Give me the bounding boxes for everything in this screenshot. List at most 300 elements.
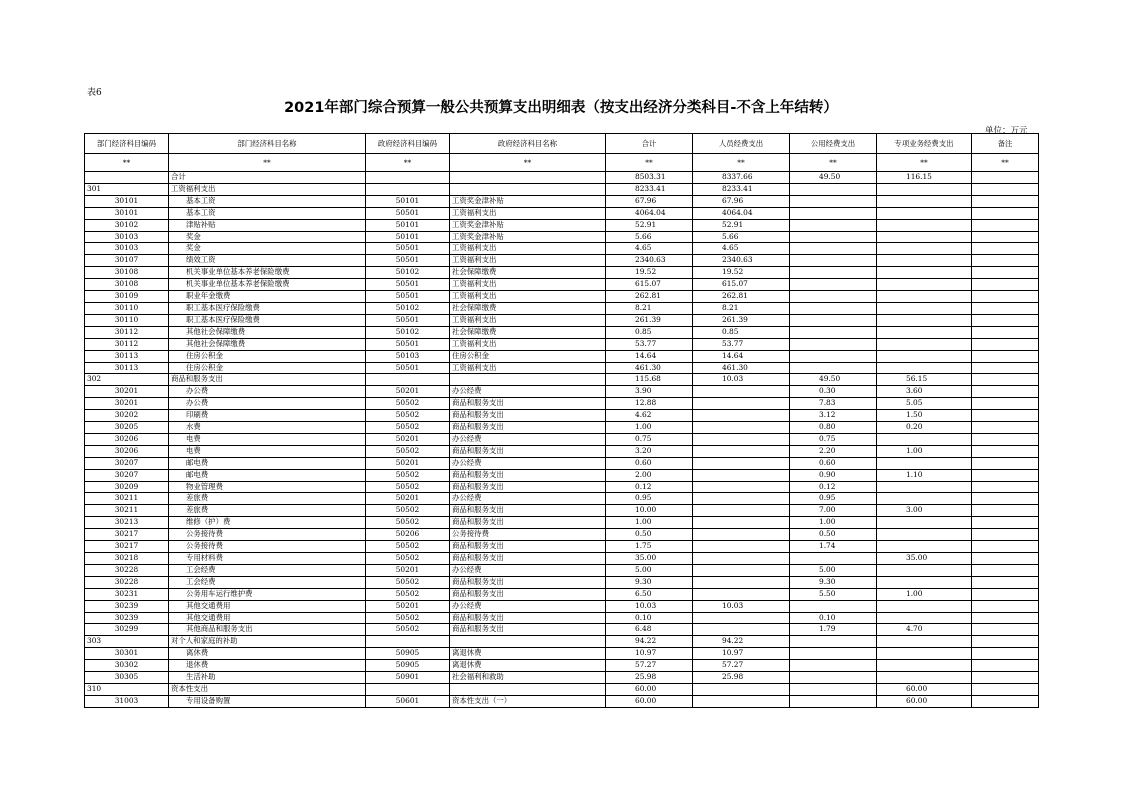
table-cell: 0.12	[790, 481, 877, 493]
table-cell	[790, 314, 877, 326]
table-cell: 615.07	[606, 279, 693, 291]
table-cell: 商品和服务支出	[450, 517, 606, 529]
table-cell: 1.50	[877, 410, 972, 422]
table-cell: 5.00	[790, 564, 877, 576]
table-cell: 50501	[366, 338, 450, 350]
table-cell: 商品和服务支出	[450, 612, 606, 624]
table-cell: 6.50	[606, 588, 693, 600]
table-cell: 94.22	[606, 636, 693, 648]
table-cell	[877, 660, 972, 672]
table-cell	[972, 386, 1039, 398]
table-cell	[972, 350, 1039, 362]
table-cell: 25.98	[693, 672, 790, 684]
table-cell: 30101	[85, 207, 169, 219]
table-row	[85, 338, 1039, 350]
table-cell: 社会福利和救助	[450, 672, 606, 684]
table-cell: 职工基本医疗保险缴费	[169, 314, 366, 326]
table-cell: 奖金	[169, 231, 366, 243]
table-cell: 301	[85, 183, 169, 195]
table-cell: 工资福利支出	[450, 279, 606, 291]
table-cell: 邮电费	[169, 457, 366, 469]
table-cell: 50502	[366, 469, 450, 481]
page-title: 2021年部门综合预算一般公共预算支出明细表（按支出经济分类科目-不含上年结转）	[284, 100, 838, 116]
table-cell: 30112	[85, 326, 169, 338]
table-cell	[693, 493, 790, 505]
table-cell: 30228	[85, 564, 169, 576]
table-cell: 261.39	[693, 314, 790, 326]
table-cell	[972, 457, 1039, 469]
table-cell: 50501	[366, 291, 450, 303]
table-cell: 8233.41	[693, 183, 790, 195]
table-cell	[450, 374, 606, 386]
table-cell: 4.62	[606, 410, 693, 422]
table-row	[85, 195, 1039, 207]
table-cell: 30228	[85, 576, 169, 588]
header-cell: 合计	[606, 134, 693, 154]
table-cell: 461.30	[693, 362, 790, 374]
table-cell: 1.00	[790, 517, 877, 529]
table-cell: 公务用车运行维护费	[169, 588, 366, 600]
table-cell	[450, 183, 606, 195]
table-row	[85, 624, 1039, 636]
table-cell	[972, 291, 1039, 303]
table-cell: 50502	[366, 422, 450, 434]
table-cell	[972, 624, 1039, 636]
table-cell: 2.00	[606, 469, 693, 481]
table-cell: 3.00	[877, 505, 972, 517]
table-cell	[790, 362, 877, 374]
table-cell: 资本性支出	[169, 683, 366, 695]
table-cell	[972, 588, 1039, 600]
table-cell	[972, 695, 1039, 707]
table-cell	[693, 386, 790, 398]
table-cell: 商品和服务支出	[450, 469, 606, 481]
table-cell: 0.12	[606, 481, 693, 493]
table-cell: 工资福利支出	[450, 291, 606, 303]
table-cell: 19.52	[606, 267, 693, 279]
table-cell: 50502	[366, 398, 450, 410]
table-cell: 退休费	[169, 660, 366, 672]
table-cell: 50501	[366, 207, 450, 219]
table-cell	[972, 374, 1039, 386]
table-row	[85, 267, 1039, 279]
table-row	[85, 410, 1039, 422]
table-cell	[790, 660, 877, 672]
table-cell: 5.66	[693, 231, 790, 243]
table-cell: 离退休费	[450, 648, 606, 660]
table-cell: 商品和服务支出	[450, 445, 606, 457]
table-cell: 0.95	[790, 493, 877, 505]
table-row	[85, 219, 1039, 231]
table-cell: 8337.66	[693, 172, 790, 184]
table-cell: 商品和服务支出	[450, 576, 606, 588]
table-cell: 工资福利支出	[450, 362, 606, 374]
table-cell: 职工基本医疗保险缴费	[169, 302, 366, 314]
table-cell: 12.88	[606, 398, 693, 410]
table-cell: 53.77	[693, 338, 790, 350]
table-cell: 工资福利支出	[169, 183, 366, 195]
table-cell: 1.00	[606, 422, 693, 434]
table-cell	[877, 314, 972, 326]
table-cell: 50201	[366, 493, 450, 505]
table-cell	[693, 529, 790, 541]
table-cell: 住房公积金	[450, 350, 606, 362]
table-cell: 30217	[85, 529, 169, 541]
header-row	[85, 134, 1039, 154]
table-cell	[972, 672, 1039, 684]
table-cell	[877, 529, 972, 541]
table-cell	[972, 600, 1039, 612]
table-cell: 8.21	[606, 302, 693, 314]
table-cell: 30211	[85, 493, 169, 505]
table-cell: 30110	[85, 302, 169, 314]
table-cell: 9.30	[606, 576, 693, 588]
table-cell: 商品和服务支出	[450, 422, 606, 434]
table-cell	[790, 302, 877, 314]
table-cell: 10.97	[693, 648, 790, 660]
table-row	[85, 386, 1039, 398]
table-row	[85, 648, 1039, 660]
table-cell: 57.27	[606, 660, 693, 672]
table-cell: 10.00	[606, 505, 693, 517]
table-cell: 49.50	[790, 172, 877, 184]
table-cell: 615.07	[693, 279, 790, 291]
table-row	[85, 374, 1039, 386]
table-cell	[790, 207, 877, 219]
unit-label: 单位：万元	[985, 126, 1028, 136]
table-cell: 30301	[85, 648, 169, 660]
table-cell: 机关事业单位基本养老保险缴费	[169, 267, 366, 279]
table-cell: 461.30	[606, 362, 693, 374]
table-cell	[972, 541, 1039, 553]
table-cell: 30207	[85, 457, 169, 469]
table-cell: 116.15	[877, 172, 972, 184]
table-cell	[877, 576, 972, 588]
table-cell: 商品和服务支出	[450, 410, 606, 422]
table-cell	[972, 481, 1039, 493]
table-cell: 50201	[366, 600, 450, 612]
table-cell	[972, 398, 1039, 410]
table-cell: 离休费	[169, 648, 366, 660]
table-cell	[972, 338, 1039, 350]
table-cell: 0.20	[877, 422, 972, 434]
table-cell: 30108	[85, 267, 169, 279]
table-cell: 其他社会保障缴费	[169, 338, 366, 350]
star-cell: **	[972, 154, 1039, 172]
table-cell: 1.79	[790, 624, 877, 636]
star-cell: **	[169, 154, 366, 172]
table-cell: 公务接待费	[169, 529, 366, 541]
table-cell: 3.20	[606, 445, 693, 457]
table-cell: 奖金	[169, 243, 366, 255]
table-cell	[972, 195, 1039, 207]
table-cell	[877, 648, 972, 660]
table-cell	[877, 291, 972, 303]
table-cell	[790, 338, 877, 350]
table-cell	[877, 326, 972, 338]
table-cell	[972, 564, 1039, 576]
table-cell: 310	[85, 683, 169, 695]
table-cell: 1.00	[877, 588, 972, 600]
table-cell: 5.00	[606, 564, 693, 576]
table-cell: 50502	[366, 481, 450, 493]
table-cell: 工资奖金津补贴	[450, 195, 606, 207]
table-row	[85, 505, 1039, 517]
table-cell: 商品和服务支出	[169, 374, 366, 386]
star-row	[85, 154, 1039, 172]
table-cell	[972, 433, 1039, 445]
table-cell: 1.74	[790, 541, 877, 553]
table-cell	[693, 588, 790, 600]
table-row	[85, 362, 1039, 374]
table-row	[85, 291, 1039, 303]
table-cell: 67.96	[606, 195, 693, 207]
table-cell: 5.05	[877, 398, 972, 410]
table-cell	[877, 481, 972, 493]
table-row	[85, 576, 1039, 588]
table-cell: 0.85	[606, 326, 693, 338]
table-cell: 0.10	[606, 612, 693, 624]
table-cell	[693, 517, 790, 529]
table-cell	[877, 207, 972, 219]
table-cell: 机关事业单位基本养老保险缴费	[169, 279, 366, 291]
star-cell: **	[877, 154, 972, 172]
table-cell	[972, 172, 1039, 184]
table-cell: 50201	[366, 433, 450, 445]
table-cell	[693, 695, 790, 707]
table-cell: 50201	[366, 564, 450, 576]
header-cell: 公用经费支出	[790, 134, 877, 154]
table-cell	[877, 219, 972, 231]
table-cell: 2340.63	[693, 255, 790, 267]
table-cell	[693, 624, 790, 636]
table-cell: 30109	[85, 291, 169, 303]
table-cell: 其他社会保障缴费	[169, 326, 366, 338]
table-cell: 35.00	[877, 553, 972, 565]
table-cell: 19.52	[693, 267, 790, 279]
table-cell	[693, 576, 790, 588]
table-cell: 30302	[85, 660, 169, 672]
table-cell: 社会保障缴费	[450, 267, 606, 279]
table-cell: 商品和服务支出	[450, 624, 606, 636]
table-cell	[877, 493, 972, 505]
table-cell: 8503.31	[606, 172, 693, 184]
table-cell: 30239	[85, 612, 169, 624]
table-cell	[790, 350, 877, 362]
table-cell: 商品和服务支出	[450, 505, 606, 517]
table-cell: 其他交通费用	[169, 600, 366, 612]
table-cell	[877, 564, 972, 576]
table-cell: 50502	[366, 410, 450, 422]
table-cell: 30110	[85, 314, 169, 326]
table-row	[85, 243, 1039, 255]
table-cell	[693, 564, 790, 576]
header-cell: 专项业务经费支出	[877, 134, 972, 154]
table-cell: 4.70	[877, 624, 972, 636]
table-cell: 60.00	[606, 695, 693, 707]
table-cell	[790, 183, 877, 195]
table-cell	[877, 302, 972, 314]
table-cell: 0.50	[606, 529, 693, 541]
table-cell	[693, 410, 790, 422]
table-cell	[790, 279, 877, 291]
table-cell: 6.48	[606, 624, 693, 636]
table-cell: 合计	[169, 172, 366, 184]
table-cell: 3.90	[606, 386, 693, 398]
table-cell: 10.03	[693, 600, 790, 612]
table-cell: 30112	[85, 338, 169, 350]
table-cell: 差旅费	[169, 493, 366, 505]
table-row	[85, 660, 1039, 672]
table-cell: 5.50	[790, 588, 877, 600]
table-cell	[972, 505, 1039, 517]
table-cell: 30206	[85, 433, 169, 445]
table-cell: 邮电费	[169, 469, 366, 481]
table-cell: 其他交通费用	[169, 612, 366, 624]
table-cell	[693, 683, 790, 695]
table-cell	[790, 683, 877, 695]
table-cell	[790, 326, 877, 338]
table-cell	[972, 255, 1039, 267]
table-cell: 30113	[85, 350, 169, 362]
table-cell: 水费	[169, 422, 366, 434]
table-cell: 30101	[85, 195, 169, 207]
table-cell	[693, 433, 790, 445]
table-cell: 50101	[366, 219, 450, 231]
table-row	[85, 183, 1039, 195]
table-cell	[972, 279, 1039, 291]
table-cell: 7.83	[790, 398, 877, 410]
table-cell: 30299	[85, 624, 169, 636]
table-cell	[972, 326, 1039, 338]
header-cell: 政府经济科目编码	[366, 134, 450, 154]
table-cell: 60.00	[877, 683, 972, 695]
table-cell: 0.90	[790, 469, 877, 481]
table-cell: 53.77	[606, 338, 693, 350]
table-cell	[972, 636, 1039, 648]
table-cell: 办公经费	[450, 493, 606, 505]
table-cell	[790, 219, 877, 231]
table-cell: 公务接待费	[169, 541, 366, 553]
table-row	[85, 231, 1039, 243]
table-cell: 50501	[366, 255, 450, 267]
header-cell: 备注	[972, 134, 1039, 154]
table-cell	[693, 553, 790, 565]
table-cell: 30103	[85, 231, 169, 243]
table-cell	[877, 517, 972, 529]
table-cell	[972, 529, 1039, 541]
table-cell	[790, 672, 877, 684]
table-cell	[790, 600, 877, 612]
table-cell: 30113	[85, 362, 169, 374]
table-row	[85, 481, 1039, 493]
table-row	[85, 302, 1039, 314]
table-cell	[972, 683, 1039, 695]
table-cell: 50502	[366, 612, 450, 624]
table-cell	[972, 445, 1039, 457]
table-cell: 56.15	[877, 374, 972, 386]
table-cell: 9.30	[790, 576, 877, 588]
table-cell: 50502	[366, 553, 450, 565]
table-cell	[972, 517, 1039, 529]
table-cell	[790, 553, 877, 565]
table-cell	[972, 660, 1039, 672]
table-cell: 办公经费	[450, 564, 606, 576]
table-cell: 30206	[85, 445, 169, 457]
table-cell: 50502	[366, 541, 450, 553]
table-cell	[790, 267, 877, 279]
budget-table	[84, 133, 1039, 708]
table-row	[85, 445, 1039, 457]
table-row	[85, 529, 1039, 541]
table-cell: 30218	[85, 553, 169, 565]
table-cell	[450, 683, 606, 695]
table-cell: 办公经费	[450, 600, 606, 612]
table-cell: 14.64	[606, 350, 693, 362]
table-cell	[366, 636, 450, 648]
table-cell: 10.03	[693, 374, 790, 386]
table-cell: 对个人和家庭的补助	[169, 636, 366, 648]
table-cell	[450, 636, 606, 648]
table-cell: 4064.04	[693, 207, 790, 219]
table-cell: 30211	[85, 505, 169, 517]
table-row	[85, 672, 1039, 684]
table-row	[85, 469, 1039, 481]
table-cell	[972, 553, 1039, 565]
table-row	[85, 564, 1039, 576]
table-row	[85, 279, 1039, 291]
table-cell: 资本性支出（一）	[450, 695, 606, 707]
table-cell	[450, 172, 606, 184]
table-cell	[693, 398, 790, 410]
table-cell: 30108	[85, 279, 169, 291]
table-cell	[877, 612, 972, 624]
table-cell: 261.39	[606, 314, 693, 326]
table-cell: 0.75	[606, 433, 693, 445]
table-cell	[693, 612, 790, 624]
table-cell: 49.50	[790, 374, 877, 386]
table-cell	[972, 362, 1039, 374]
table-cell	[877, 243, 972, 255]
table-cell: 52.91	[693, 219, 790, 231]
table-cell	[790, 195, 877, 207]
table-cell: 社会保障缴费	[450, 326, 606, 338]
table-cell: 50501	[366, 243, 450, 255]
table-cell	[972, 410, 1039, 422]
table-cell: 商品和服务支出	[450, 588, 606, 600]
table-row	[85, 600, 1039, 612]
table-cell: 办公经费	[450, 457, 606, 469]
table-cell	[877, 267, 972, 279]
table-cell: 维修（护）费	[169, 517, 366, 529]
table-cell: 4064.04	[606, 207, 693, 219]
table-cell: 2340.63	[606, 255, 693, 267]
table-cell: 0.85	[693, 326, 790, 338]
table-cell	[877, 636, 972, 648]
table-cell: 商品和服务支出	[450, 398, 606, 410]
table-cell: 262.81	[693, 291, 790, 303]
table-cell: 办公费	[169, 386, 366, 398]
table-cell: 基本工资	[169, 195, 366, 207]
table-cell: 30239	[85, 600, 169, 612]
table-cell	[877, 255, 972, 267]
table-cell: 4.65	[693, 243, 790, 255]
table-cell: 14.64	[693, 350, 790, 362]
header-cell: 部门经济科目名称	[169, 134, 366, 154]
table-cell: 1.10	[877, 469, 972, 481]
table-cell: 印刷费	[169, 410, 366, 422]
table-cell: 差旅费	[169, 505, 366, 517]
